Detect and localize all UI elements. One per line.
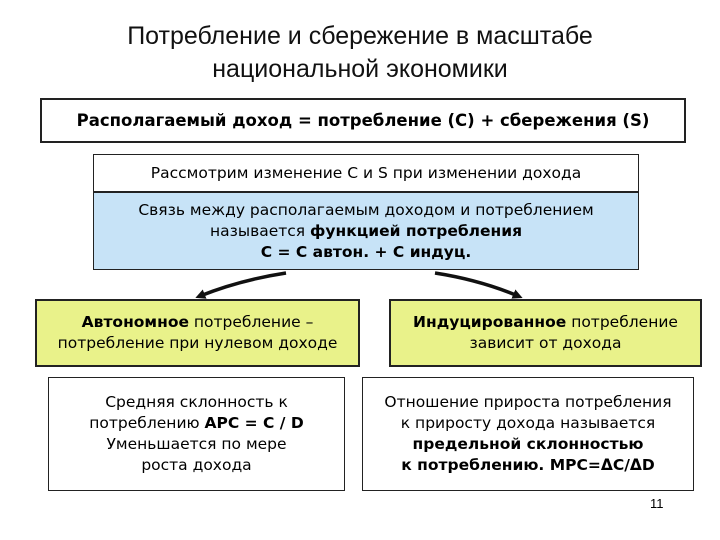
apc-formula: АРС = С / D	[204, 414, 304, 432]
function-line-2-prefix: называется	[209, 221, 311, 240]
autonomous-consumption-box	[35, 299, 360, 367]
induced-rest: потребление	[566, 313, 678, 331]
mpc-line-4	[401, 455, 655, 476]
induced-line-1	[413, 312, 678, 333]
induced-line-2: зависит от дохода	[469, 334, 622, 352]
page-number: 11	[650, 496, 664, 511]
arrow-left	[200, 273, 286, 296]
function-formula-text: С = С автон. + С индуц.	[260, 242, 472, 261]
autonomous-rest: потребление –	[188, 313, 314, 331]
mpc-line-4-bold: к потреблению. МРС=ΔС/ΔD	[401, 456, 655, 474]
mpc-line-3-bold: предельной склонностью	[412, 435, 644, 453]
autonomous-line-1	[82, 312, 314, 333]
apc-line-4: роста дохода	[141, 456, 252, 474]
definition-text: Располагаемый доход = потребление (С) + сбережения (S)	[76, 111, 650, 130]
mpc-line-3	[413, 434, 644, 455]
title-line-2: национальной экономики	[212, 55, 508, 83]
apc-line-3: Уменьшается по мере	[106, 435, 287, 453]
induced-consumption-box	[389, 299, 702, 367]
function-line-1: Связь между располагаемым доходом и потреблением	[138, 200, 594, 219]
function-line-2-bold: функцией потребления	[310, 221, 523, 240]
apc-line-1: Средняя склонность к	[105, 393, 288, 411]
induced-bold: Индуцированное	[413, 313, 567, 331]
autonomous-line-2: потребление при нулевом доходе	[57, 334, 338, 352]
mpc-line-1: Отношение прироста потребления	[384, 393, 672, 411]
title-line-1: Потребление и сбережение в масштабе	[127, 22, 593, 50]
mpc-line-2: к приросту дохода называется	[400, 414, 656, 432]
apc-line-2	[89, 413, 303, 434]
autonomous-bold: Автономное	[81, 313, 189, 331]
consider-text: Рассмотрим изменение С и S при изменении дохода	[150, 163, 582, 182]
apc-box	[48, 377, 345, 491]
mpc-box	[362, 377, 694, 491]
arrow-right	[435, 273, 518, 296]
apc-line-2-prefix: потреблению	[89, 414, 205, 432]
